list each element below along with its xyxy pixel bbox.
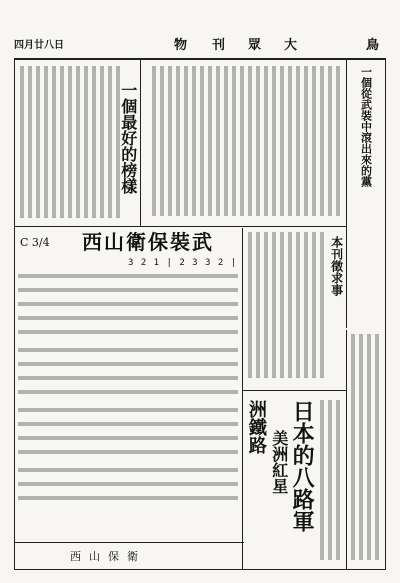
left-headline: 一個最好的榜樣 xyxy=(118,82,138,194)
song-key: C 3/4 xyxy=(20,236,50,249)
bottom-center-text xyxy=(318,400,344,564)
upper-divider xyxy=(140,60,141,226)
bottom-headline-left: 洲鐵路 xyxy=(245,400,267,454)
upper-right-article xyxy=(150,62,344,222)
masthead-rule xyxy=(14,58,386,60)
song-melody-line: 3 2 1 | 2 3 3 2 | xyxy=(128,258,238,268)
masthead-char-4: 物 xyxy=(174,38,188,53)
frame-left xyxy=(14,58,15,570)
masthead xyxy=(14,34,386,54)
center-heading-small: 本刊徵求事 xyxy=(329,236,344,296)
masthead-char-3: 刊 xyxy=(212,38,226,53)
song-footer: 西山保衛 xyxy=(70,550,146,563)
masthead-right-label: 鳥 xyxy=(366,38,380,53)
masthead-char-2: 眾 xyxy=(248,38,262,53)
bottom-headline-sub: 美洲紅星 xyxy=(269,430,289,494)
song-footer-rule xyxy=(14,542,244,543)
bottom-rule xyxy=(14,569,386,570)
masthead-char-1: 大 xyxy=(284,38,298,53)
bottom-headline-main: 日本的八路軍 xyxy=(289,400,316,532)
right-column-divider xyxy=(346,58,347,328)
right-column-title: 一個從武裝中滾出來的黨 xyxy=(359,66,373,187)
bottom-block-rule xyxy=(242,390,346,391)
song-title: 西山衛保裝武 xyxy=(82,230,214,254)
right-lower-article xyxy=(349,334,383,564)
song-score xyxy=(18,258,240,508)
mid-rule xyxy=(14,226,346,227)
right-lower-divider xyxy=(346,330,347,570)
frame-right xyxy=(385,58,386,570)
song-divider xyxy=(242,228,243,570)
masthead-left-date: 四月廿八日 xyxy=(14,40,64,51)
